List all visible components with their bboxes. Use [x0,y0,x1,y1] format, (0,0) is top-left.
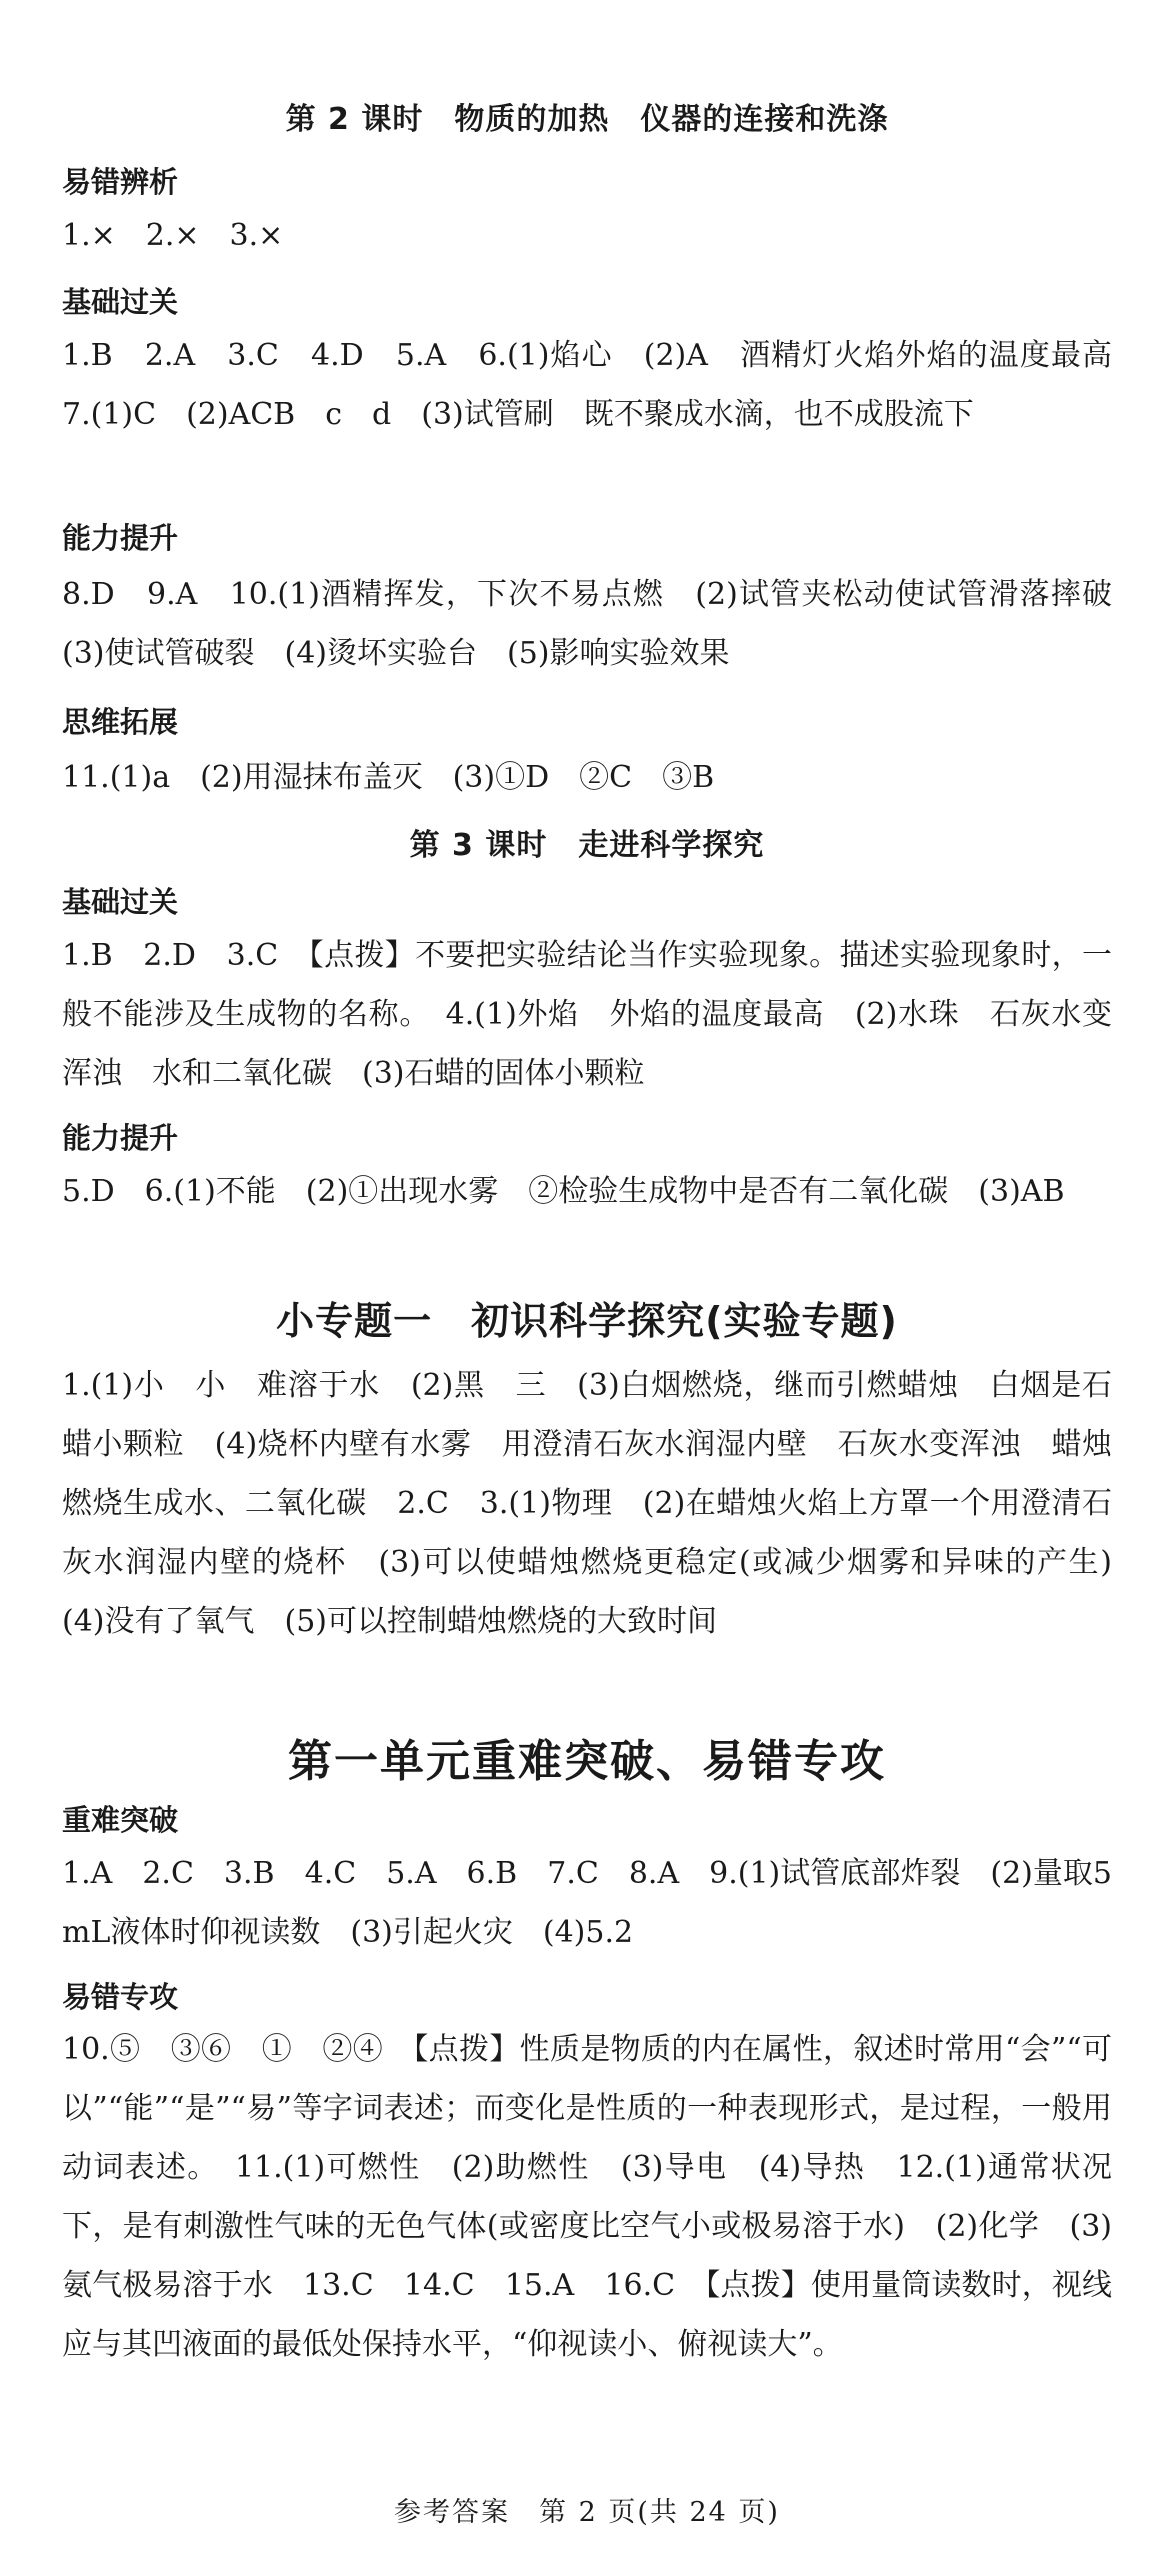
answer-text: 5.D 6.(1)不能 (2)①出现水雾 ②检验生成物中是否有二氧化碳 (3)AB [62,1174,1065,1209]
answer-text: 1.A 2.C 3.B 4.C 5.A 6.B 7.C 8.A 9.(1)试管底部炸裂 (2)量取5 mL液体时仰视读数 (3)引起火灾 (4)5.2 [62,1856,1112,1950]
answer-text: 8.D 9.A 10.(1)酒精挥发，下次不易点燃 (2)试管夹松动使试管滑落摔破 (3)使试管破裂 (4)烫坏实验台 (5)影响实验效果 [62,577,1142,671]
answer-text: 1.B 2.A 3.C 4.D 5.A 6.(1)焰心 (2)A 酒精灯火焰外焰的温度最高 7.(1)C (2)ACB c d (3)试管刷 既不聚成水滴，也不成股流下 [62,338,1142,432]
topic1-title: 小专题一 初识科学探究(实验专题) [276,1299,898,1343]
section-heading: 基础过关 [62,285,179,319]
lesson3-title: 第 3 课时 走进科学探究 [409,828,765,863]
answer-text: 1.(1)小 小 难溶于水 (2)黑 三 (3)白烟燃烧，继而引燃蜡烛 白烟是石蜡小颗粒 (4)烧杯内壁有水雾 用澄清石灰水润湿内壁 石灰水变浑浊 蜡烛燃烧生成水、二氧化碳 2.C 3.(1)物理 (2)在蜡烛火焰上方罩一个用澄清石灰水润湿内壁的烧杯 (3)可以使蜡烛燃烧更稳定(或减少烟雾和异味的产生) (4)没有了氧气 (5)可以控制蜡烛燃烧的大致时间 [62,1368,1142,1639]
section-heading: 能力提升 [62,521,179,555]
answer-text: 1.B 2.D 3.C 【点拨】不要把实验结论当作实验现象。描述实验现象时，一般不能涉及生成物的名称。 4.(1)外焰 外焰的温度最高 (2)水珠 石灰水变浑浊 水和二氧化碳 (3)石蜡的固体小颗粒 [62,938,1112,1091]
lesson2-title: 第 2 课时 物质的加热 仪器的连接和洗涤 [285,102,889,137]
answer-text: 1.× 2.× 3.× [62,218,284,253]
section-heading: 重难突破 [62,1803,179,1837]
section-heading: 能力提升 [62,1121,179,1155]
section-heading: 易错专攻 [62,1980,179,2014]
section-heading: 易错辨析 [62,165,179,199]
unit1-title: 第一单元重难突破、易错专攻 [288,1736,886,1787]
section-heading: 思维拓展 [62,705,179,739]
page-footer: 参考答案 第 2 页(共 24 页) [394,2497,780,2528]
answer-text: 10.⑤ ③⑥ ① ②④ 【点拨】性质是物质的内在属性，叙述时常用“会”“可以”“能”“是”“易”等字词表述；而变化是性质的一种表现形式，是过程，一般用动词表述。 11.(1)可燃性 (2)助燃性 (3)导电 (4)导热 12.(1)通常状况下，是有刺激性气味的无色气体(或密度比空气小或极易溶于水) (2)化学 (3)氨气极易溶于水 13.C 14.C 15.A 16.C 【点拨】使用量筒读数时，视线应与其凹液面的最低处保持水平，“仰视读小、俯视读大”。 [62,2032,1112,2362]
section-heading: 基础过关 [62,885,179,919]
answer-text: 11.(1)a (2)用湿抹布盖灭 (3)①D ②C ③B [62,760,715,795]
